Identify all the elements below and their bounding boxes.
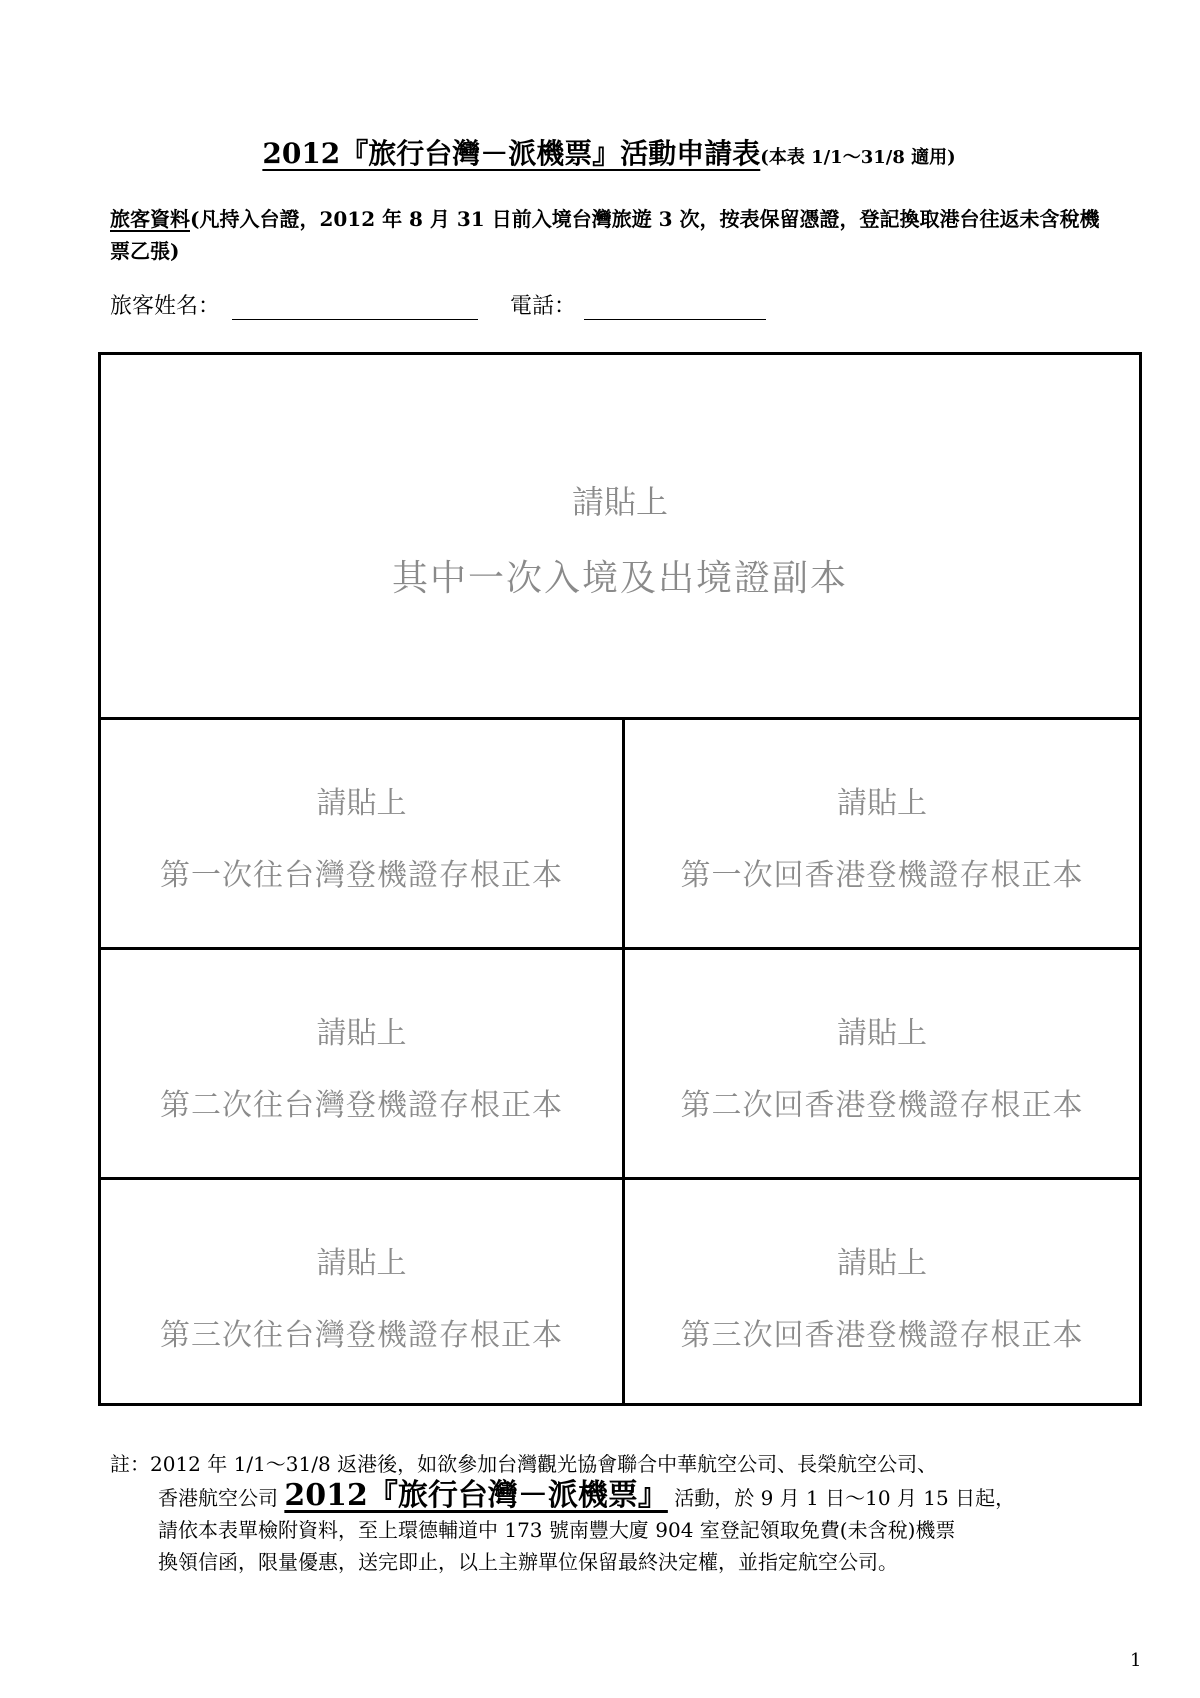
- notes-line-4: 換領信函，限量優惠，送完即止，以上主辦單位保留最終決定權，並指定航空公司。: [158, 1550, 898, 1574]
- paste-cell-second-to-hongkong: [625, 950, 1139, 1180]
- paste-cell-second-to-taiwan: [101, 950, 625, 1180]
- notes-line-2: [110, 1480, 1130, 1514]
- paste-cell-label: 第三次往台灣登機證存根正本: [160, 1318, 563, 1353]
- traveler-info-heading: 旅客資料: [110, 207, 190, 231]
- name-field[interactable]: [232, 319, 478, 320]
- paste-cell-label: 第三次回香港登機證存根正本: [680, 1318, 1084, 1353]
- paste-cell-label: 其中一次入境及出境證副本: [391, 558, 848, 599]
- notes-line-3: 請依本表單檢附資料，至上環德輔道中 173 號南豐大廈 904 室登記領取免費(未含稅)機票: [158, 1518, 956, 1542]
- notes-line-1: 註：2012 年 1/1～31/8 返港後，如欲參加台灣觀光協會聯合中華航空公司、長榮航空公司、: [110, 1452, 938, 1476]
- paste-cell-entry-exit-permit: [101, 355, 1139, 720]
- phone-label: 電話：: [510, 294, 577, 319]
- paste-cell-first-to-taiwan: [101, 720, 625, 950]
- paste-cell-instruction: 請貼上: [837, 1016, 927, 1051]
- form-title-sub: (本表 1/1～31/8 適用): [760, 147, 956, 168]
- notes-campaign-title: 2012『旅行台灣－派機票』: [284, 1478, 668, 1513]
- notes-airline-text: 香港航空公司: [158, 1486, 278, 1510]
- notes-section: [110, 1448, 1130, 1578]
- traveler-info-section: [110, 203, 1110, 267]
- paste-cell-label: 第二次往台灣登機證存根正本: [160, 1088, 563, 1123]
- traveler-info-description: (凡持入台證，2012 年 8 月 31 日前入境台灣旅遊 3 次，按表保留憑證，登記換取港台往返未含稅機票乙張): [110, 207, 1100, 263]
- phone-field[interactable]: [584, 319, 766, 320]
- paste-cell-third-to-hongkong: [625, 1180, 1139, 1403]
- paste-cell-instruction: 請貼上: [837, 786, 927, 821]
- paste-cell-label: 第一次回香港登機證存根正本: [680, 858, 1084, 893]
- paste-cell-instruction: 請貼上: [837, 1246, 927, 1281]
- paste-cell-label: 第一次往台灣登機證存根正本: [160, 858, 563, 893]
- paste-cell-label: 第二次回香港登機證存根正本: [680, 1088, 1084, 1123]
- name-label: 旅客姓名：: [110, 294, 221, 319]
- page-number: 1: [1130, 1650, 1142, 1671]
- form-title: [0, 132, 1200, 172]
- form-title-main: 2012『旅行台灣－派機票』活動申請表: [262, 137, 761, 170]
- notes-campaign-dates: 活動，於 9 月 1 日～10 月 15 日起，: [674, 1486, 1016, 1510]
- paste-cell-instruction: 請貼上: [316, 1016, 407, 1051]
- paste-cell-instruction: 請貼上: [571, 483, 668, 521]
- paste-cell-third-to-taiwan: [101, 1180, 625, 1403]
- paste-cell-instruction: 請貼上: [316, 1246, 407, 1281]
- traveler-fields-row: [110, 289, 1110, 325]
- paste-area-box: [98, 352, 1142, 1406]
- paste-cell-instruction: 請貼上: [316, 786, 407, 821]
- paste-cell-first-to-hongkong: [625, 720, 1139, 950]
